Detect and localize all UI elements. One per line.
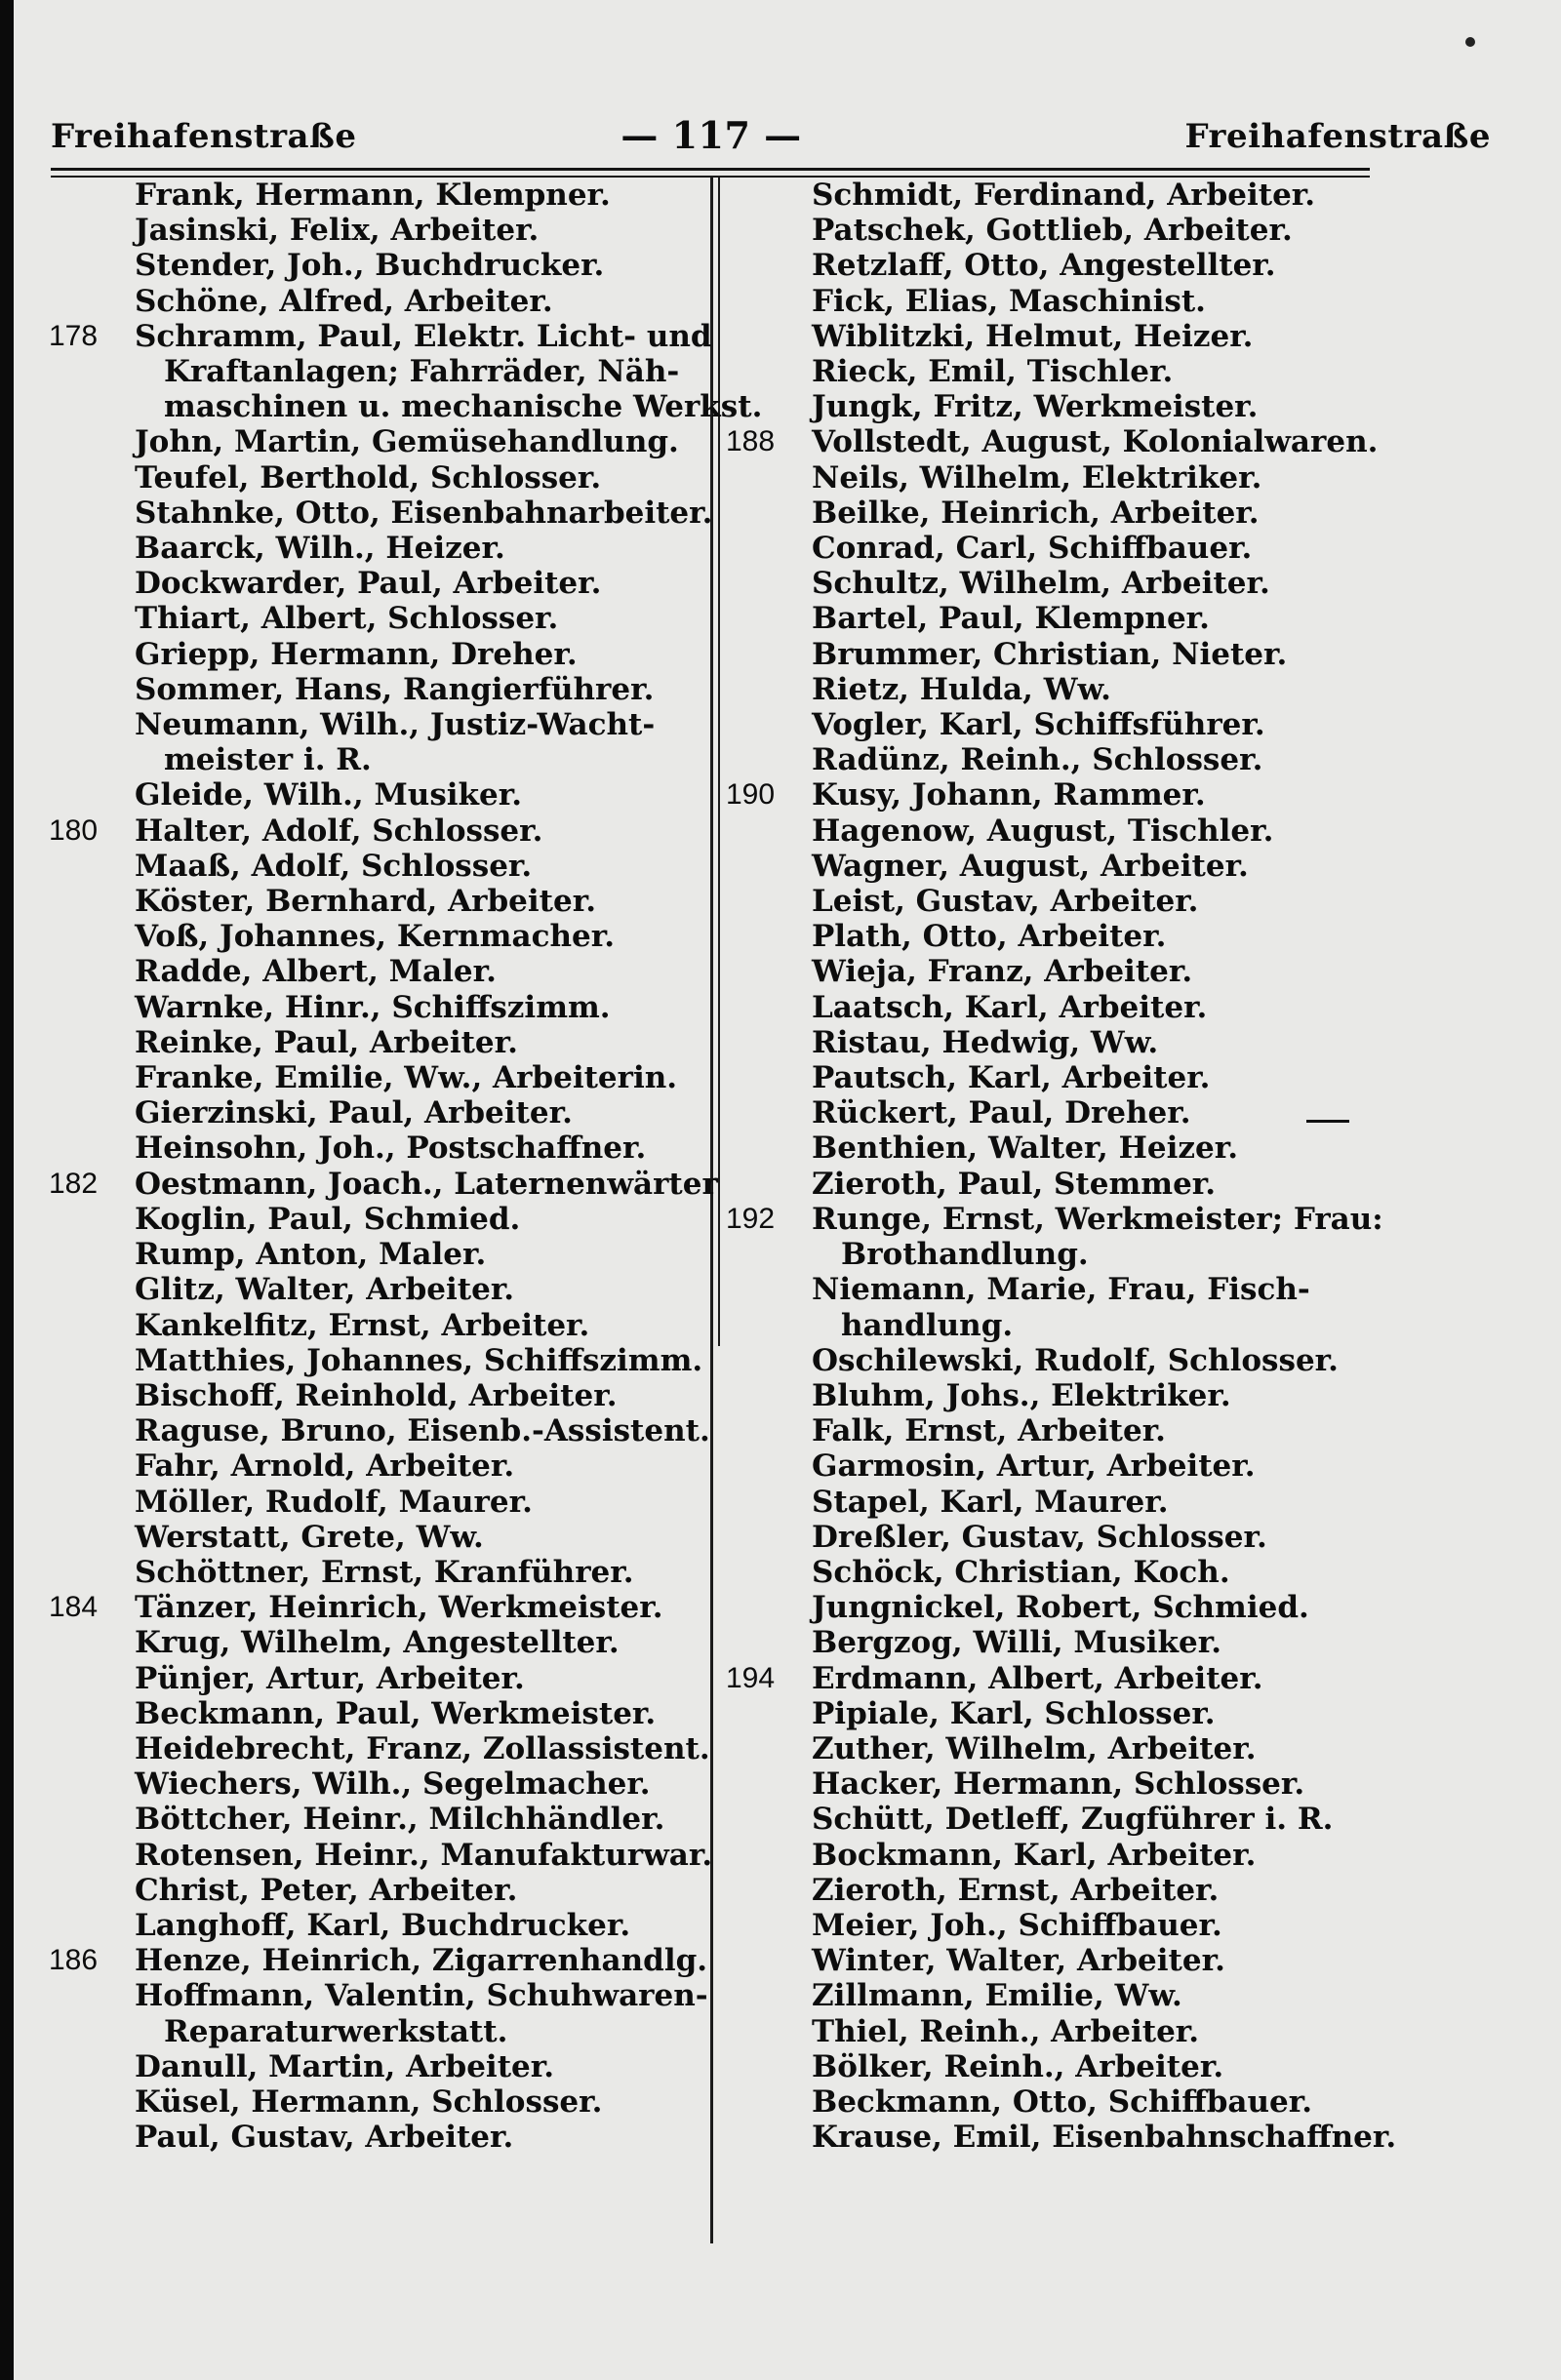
resident-name: Beilke, Heinrich, Arbeiter. [812, 495, 1260, 531]
resident-entry [726, 460, 1389, 496]
resident-entry [726, 1167, 1389, 1202]
resident-name: Vogler, Karl, Schiffsführer. [812, 707, 1265, 743]
resident-name: Bölker, Reinh., Arbeiter. [812, 2048, 1224, 2084]
resident-entry [49, 884, 712, 919]
resident-entry [726, 354, 1389, 389]
resident-entry [726, 742, 1389, 777]
resident-name: Bergzog, Willi, Musiker. [812, 1625, 1221, 1661]
resident-name: Plath, Otto, Arbeiter. [812, 919, 1167, 955]
resident-name: Böttcher, Heinr., Milchhändler. [135, 1802, 665, 1838]
resident-entry [726, 389, 1389, 424]
resident-name: Thiart, Albert, Schlosser. [135, 601, 559, 637]
ink-dot [1465, 37, 1475, 47]
house-number: 180 [49, 813, 99, 847]
resident-entry [49, 813, 712, 849]
resident-name: Zillmann, Emilie, Ww. [812, 1978, 1182, 2014]
resident-name: Raguse, Bruno, Eisenb.-Assistent. [135, 1413, 710, 1449]
resident-name: Voß, Johannes, Kernmacher. [135, 919, 615, 955]
resident-name: Franke, Emilie, Ww., Arbeiterin. [135, 1060, 678, 1096]
resident-name: Möller, Rudolf, Maurer. [135, 1484, 533, 1520]
resident-entry [726, 954, 1389, 989]
resident-entry [49, 990, 712, 1025]
resident-entry [726, 1802, 1389, 1837]
resident-name: Dreßler, Gustav, Schlosser. [812, 1519, 1267, 1555]
resident-entry [49, 1378, 712, 1413]
resident-entry [726, 2084, 1389, 2120]
resident-entry [49, 2084, 712, 2120]
resident-entry [726, 990, 1389, 1025]
resident-entry [49, 1448, 712, 1484]
resident-entry [49, 178, 712, 213]
resident-name: Jungnickel, Robert, Schmied. [812, 1590, 1309, 1626]
resident-name: Schöck, Christian, Koch. [812, 1554, 1230, 1590]
resident-entry [49, 1237, 712, 1272]
resident-entry [49, 566, 712, 601]
resident-name: Pipiale, Karl, Schlosser. [812, 1695, 1216, 1731]
resident-entry [726, 2014, 1389, 2049]
resident-name: Matthies, Johannes, Schiffszimm. [135, 1342, 703, 1378]
resident-entry [49, 1661, 712, 1696]
resident-entry [49, 1413, 712, 1448]
resident-name: Zieroth, Paul, Stemmer. [812, 1166, 1217, 1202]
resident-name: Erdmann, Albert, Arbeiter. [812, 1660, 1263, 1696]
resident-entry [49, 1485, 712, 1520]
resident-entry [726, 1413, 1389, 1448]
resident-name: Griepp, Hermann, Dreher. [135, 636, 578, 672]
resident-name: Kankelfitz, Ernst, Arbeiter. [135, 1307, 590, 1343]
resident-name: Rückert, Paul, Dreher. [812, 1095, 1191, 1131]
resident-entry [726, 566, 1389, 601]
resident-name: Schramm, Paul, Elektr. Licht- und [135, 318, 712, 354]
resident-name: Benthien, Walter, Heizer. [812, 1130, 1239, 1167]
resident-name: Wiechers, Wilh., Segelmacher. [135, 1766, 651, 1803]
resident-entry [49, 1838, 712, 1873]
resident-name: Radünz, Reinh., Schlosser. [812, 742, 1263, 778]
resident-name: Leist, Gustav, Arbeiter. [812, 884, 1199, 920]
resident-name: Garmosin, Artur, Arbeiter. [812, 1448, 1256, 1485]
resident-entry [726, 1448, 1389, 1484]
resident-name: Rotensen, Heinr., Manufakturwar. [135, 1837, 713, 1873]
header-street-right: Freihafenstraße [1184, 117, 1491, 156]
resident-name: Schultz, Wilhelm, Arbeiter. [812, 566, 1270, 602]
resident-entry [49, 672, 712, 707]
resident-entry [726, 248, 1389, 283]
resident-name: Warnke, Hinr., Schiffszimm. [135, 989, 611, 1025]
resident-entry [49, 1908, 712, 1943]
resident-entry [726, 1625, 1389, 1660]
resident-name: Heidebrecht, Franz, Zollassistent. [135, 1730, 710, 1766]
resident-entry [49, 1978, 712, 2048]
resident-entry [49, 954, 712, 989]
page-number: — 117 — [620, 113, 802, 157]
header-rule [51, 168, 1370, 171]
resident-entry [726, 1873, 1389, 1908]
resident-name: Teufel, Berthold, Schlosser. [135, 459, 602, 496]
resident-name: Fahr, Arnold, Arbeiter. [135, 1448, 515, 1485]
resident-name: Schütt, Detleff, Zugführer i. R. [812, 1802, 1334, 1838]
resident-name: Thiel, Reinh., Arbeiter. [812, 2013, 1200, 2049]
resident-entry [726, 849, 1389, 884]
resident-entry [49, 531, 712, 566]
house-number: 178 [49, 319, 99, 352]
right-column [726, 178, 1397, 2156]
resident-name: Hoffmann, Valentin, Schuhwaren- [135, 1978, 708, 2014]
resident-entry [726, 1060, 1389, 1095]
resident-name: Maaß, Adolf, Schlosser. [135, 848, 533, 884]
resident-name: Koglin, Paul, Schmied. [135, 1201, 521, 1237]
resident-name: Christ, Peter, Arbeiter. [135, 1872, 518, 1908]
resident-entry [726, 496, 1389, 531]
resident-name: Falk, Ernst, Arbeiter. [812, 1413, 1166, 1449]
resident-entry [726, 531, 1389, 566]
resident-name: Halter, Adolf, Schlosser. [135, 813, 543, 849]
resident-entry [49, 1308, 712, 1343]
resident-name: Oestmann, Joach., Laternenwärter [135, 1166, 718, 1202]
resident-entry [726, 319, 1389, 354]
resident-name: Zieroth, Ernst, Arbeiter. [812, 1872, 1220, 1908]
resident-name: Jasinski, Felix, Arbeiter. [135, 213, 540, 249]
resident-entry [49, 777, 712, 813]
resident-name: Wiblitzki, Helmut, Heizer. [812, 318, 1254, 354]
resident-entry [49, 1060, 712, 1095]
resident-entry [49, 1166, 718, 1202]
resident-entry [49, 1272, 712, 1307]
resident-entry [726, 1343, 1389, 1378]
resident-entry [49, 1802, 712, 1837]
resident-name: Schöttner, Ernst, Kranführer. [135, 1554, 634, 1590]
resident-name: Paul, Gustav, Arbeiter. [135, 2120, 514, 2156]
resident-entry [49, 1130, 712, 1166]
resident-entry [726, 813, 1389, 849]
house-number: 184 [49, 1591, 99, 1624]
resident-entry [49, 1625, 712, 1660]
resident-name: Hagenow, August, Tischler. [812, 813, 1274, 849]
resident-entry [49, 318, 763, 425]
resident-entry [726, 777, 1389, 813]
resident-name: Langhoff, Karl, Buchdrucker. [135, 1907, 631, 1943]
house-number: 192 [726, 1202, 776, 1235]
resident-entry [726, 919, 1389, 954]
resident-entry [49, 1202, 712, 1237]
resident-entry [49, 1095, 712, 1130]
resident-name: Hacker, Hermann, Schlosser. [812, 1766, 1305, 1803]
resident-name: Beckmann, Otto, Schiffbauer. [812, 2083, 1313, 2120]
resident-entry [726, 1661, 1389, 1696]
resident-entry [726, 1025, 1389, 1060]
resident-name: Runge, Ernst, Werkmeister; Frau: [812, 1201, 1383, 1237]
resident-entry [49, 1873, 712, 1908]
resident-entry [49, 1766, 712, 1802]
column-divider-inner [718, 176, 720, 1346]
resident-entry [726, 284, 1389, 319]
resident-name: Gierzinski, Paul, Arbeiter. [135, 1095, 573, 1131]
resident-name: Dockwarder, Paul, Arbeiter. [135, 566, 602, 602]
resident-name: Rieck, Emil, Tischler. [812, 354, 1174, 390]
resident-name: Bischoff, Reinhold, Arbeiter. [135, 1377, 618, 1413]
resident-name: Tänzer, Heinrich, Werkmeister. [135, 1590, 663, 1626]
resident-entry [726, 1978, 1389, 2013]
resident-entry [49, 1555, 712, 1590]
resident-name: Meier, Joh., Schiffbauer. [812, 1907, 1222, 1943]
resident-name: Rietz, Hulda, Ww. [812, 671, 1111, 707]
resident-entry [726, 1908, 1389, 1943]
resident-entry [49, 1731, 712, 1766]
resident-entry [49, 1343, 712, 1378]
resident-name: Reinke, Paul, Arbeiter. [135, 1024, 518, 1060]
resident-entry [49, 496, 712, 531]
resident-entry [726, 1943, 1389, 1978]
resident-name: Henze, Heinrich, Zigarrenhandlg. [135, 1943, 708, 1979]
resident-entry [726, 1202, 1389, 1272]
resident-entry [726, 1520, 1389, 1555]
resident-name: Stahnke, Otto, Eisenbahnarbeiter. [135, 495, 713, 531]
resident-name: Laatsch, Karl, Arbeiter. [812, 989, 1208, 1025]
header-street-left: Freihafenstraße [51, 117, 357, 156]
resident-name: Küsel, Hermann, Schlosser. [135, 2083, 603, 2120]
resident-entry [726, 672, 1389, 707]
resident-name: Radde, Albert, Maler. [135, 954, 497, 990]
resident-name: Krause, Emil, Eisenbahnschaffner. [812, 2120, 1397, 2156]
resident-name: Baarck, Wilh., Heizer. [135, 531, 505, 567]
resident-name: Gleide, Wilh., Musiker. [135, 777, 523, 813]
resident-entry [726, 707, 1389, 742]
house-number: 194 [726, 1661, 776, 1694]
resident-entry [49, 424, 712, 459]
resident-entry [49, 284, 712, 319]
directory-page [14, 0, 1561, 2380]
resident-entry [49, 707, 712, 777]
resident-name: Neumann, Wilh., Justiz-Wacht- [135, 707, 656, 743]
house-number: 190 [726, 778, 776, 812]
resident-entry [726, 1378, 1389, 1413]
resident-name: Krug, Wilhelm, Angestellter. [135, 1625, 620, 1661]
resident-name: Bartel, Paul, Klempner. [812, 601, 1210, 637]
resident-name: Oschilewski, Rudolf, Schlosser. [812, 1342, 1339, 1378]
resident-entry [726, 1130, 1389, 1166]
resident-name: Patschek, Gottlieb, Arbeiter. [812, 213, 1293, 249]
resident-entry [726, 1590, 1389, 1625]
resident-name: Bluhm, Johs., Elektriker. [812, 1377, 1231, 1413]
resident-entry [49, 460, 712, 496]
resident-entry [49, 601, 712, 636]
resident-name: Retzlaff, Otto, Angestellter. [812, 248, 1276, 284]
resident-entry [49, 248, 712, 283]
resident-entry [49, 2120, 712, 2155]
resident-entry [49, 637, 712, 672]
resident-name: Wieja, Franz, Arbeiter. [812, 954, 1193, 990]
resident-name: Heinsohn, Joh., Postschaffner. [135, 1130, 647, 1167]
resident-name: Danull, Martin, Arbeiter. [135, 2048, 555, 2084]
resident-continuation: Reparaturwerkstatt. [164, 2013, 508, 2049]
resident-entry [49, 919, 712, 954]
resident-entry [726, 1485, 1389, 1520]
resident-name: Zuther, Wilhelm, Arbeiter. [812, 1730, 1257, 1766]
resident-continuation: Brothandlung. [841, 1237, 1089, 1273]
resident-entry [726, 601, 1389, 636]
resident-name: Schöne, Alfred, Arbeiter. [135, 283, 553, 319]
resident-name: Rump, Anton, Maler. [135, 1237, 487, 1273]
resident-name: Jungk, Fritz, Werkmeister. [812, 389, 1259, 425]
resident-entry [726, 1766, 1389, 1802]
resident-entry [726, 1696, 1389, 1731]
resident-entry [726, 1838, 1389, 1873]
resident-entry [726, 424, 1389, 459]
resident-name: Vollstedt, August, Kolonialwaren. [812, 424, 1379, 460]
house-number: 188 [726, 425, 776, 458]
resident-entry [49, 213, 712, 248]
resident-entry [49, 1943, 712, 1978]
house-number: 182 [49, 1167, 99, 1200]
resident-name: Ristau, Hedwig, Ww. [812, 1024, 1159, 1060]
resident-name: Fick, Elias, Maschinist. [812, 283, 1206, 319]
resident-entry [726, 884, 1389, 919]
resident-name: Frank, Hermann, Klempner. [135, 178, 611, 213]
resident-entry [726, 178, 1389, 213]
resident-entry [726, 213, 1389, 248]
resident-entry [726, 2120, 1397, 2156]
resident-name: Pautsch, Karl, Arbeiter. [812, 1060, 1211, 1096]
resident-name: Werstatt, Grete, Ww. [135, 1519, 484, 1555]
resident-name: Stapel, Karl, Maurer. [812, 1484, 1169, 1520]
resident-entry [49, 1520, 712, 1555]
resident-name: John, Martin, Gemüsehandlung. [135, 424, 679, 460]
resident-entry [49, 1590, 712, 1625]
resident-continuation: maschinen u. mechanische Werkst. [164, 389, 763, 425]
resident-name: Stender, Joh., Buchdrucker. [135, 248, 605, 284]
resident-name: Sommer, Hans, Rangierführer. [135, 671, 655, 707]
resident-continuation: Kraftanlagen; Fahrräder, Näh- [164, 354, 680, 390]
resident-name: Bockmann, Karl, Arbeiter. [812, 1837, 1257, 1873]
resident-name: Conrad, Carl, Schiffbauer. [812, 531, 1253, 567]
house-number: 186 [49, 1944, 99, 1977]
resident-continuation: handlung. [841, 1307, 1014, 1343]
resident-entry [49, 2049, 712, 2084]
resident-name: Niemann, Marie, Frau, Fisch- [812, 1272, 1310, 1308]
resident-name: Köster, Bernhard, Arbeiter. [135, 884, 596, 920]
resident-entry [726, 1095, 1389, 1130]
resident-name: Schmidt, Ferdinand, Arbeiter. [812, 178, 1316, 213]
resident-name: Kusy, Johann, Rammer. [812, 777, 1206, 813]
resident-entry [49, 1025, 712, 1060]
resident-name: Winter, Walter, Arbeiter. [812, 1943, 1225, 1979]
resident-entry [726, 1731, 1389, 1766]
resident-entry [726, 637, 1389, 672]
resident-entry [726, 1272, 1389, 1342]
resident-entry [49, 1696, 712, 1731]
resident-name: Wagner, August, Arbeiter. [812, 848, 1249, 884]
resident-name: Glitz, Walter, Arbeiter. [135, 1272, 515, 1308]
resident-continuation: meister i. R. [164, 742, 372, 778]
resident-entry [49, 849, 712, 884]
resident-name: Pünjer, Artur, Arbeiter. [135, 1660, 525, 1696]
resident-entry [726, 1555, 1389, 1590]
resident-name: Brummer, Christian, Nieter. [812, 636, 1288, 672]
resident-name: Beckmann, Paul, Werkmeister. [135, 1695, 657, 1731]
resident-name: Neils, Wilhelm, Elektriker. [812, 459, 1262, 496]
resident-entry [726, 2049, 1389, 2084]
